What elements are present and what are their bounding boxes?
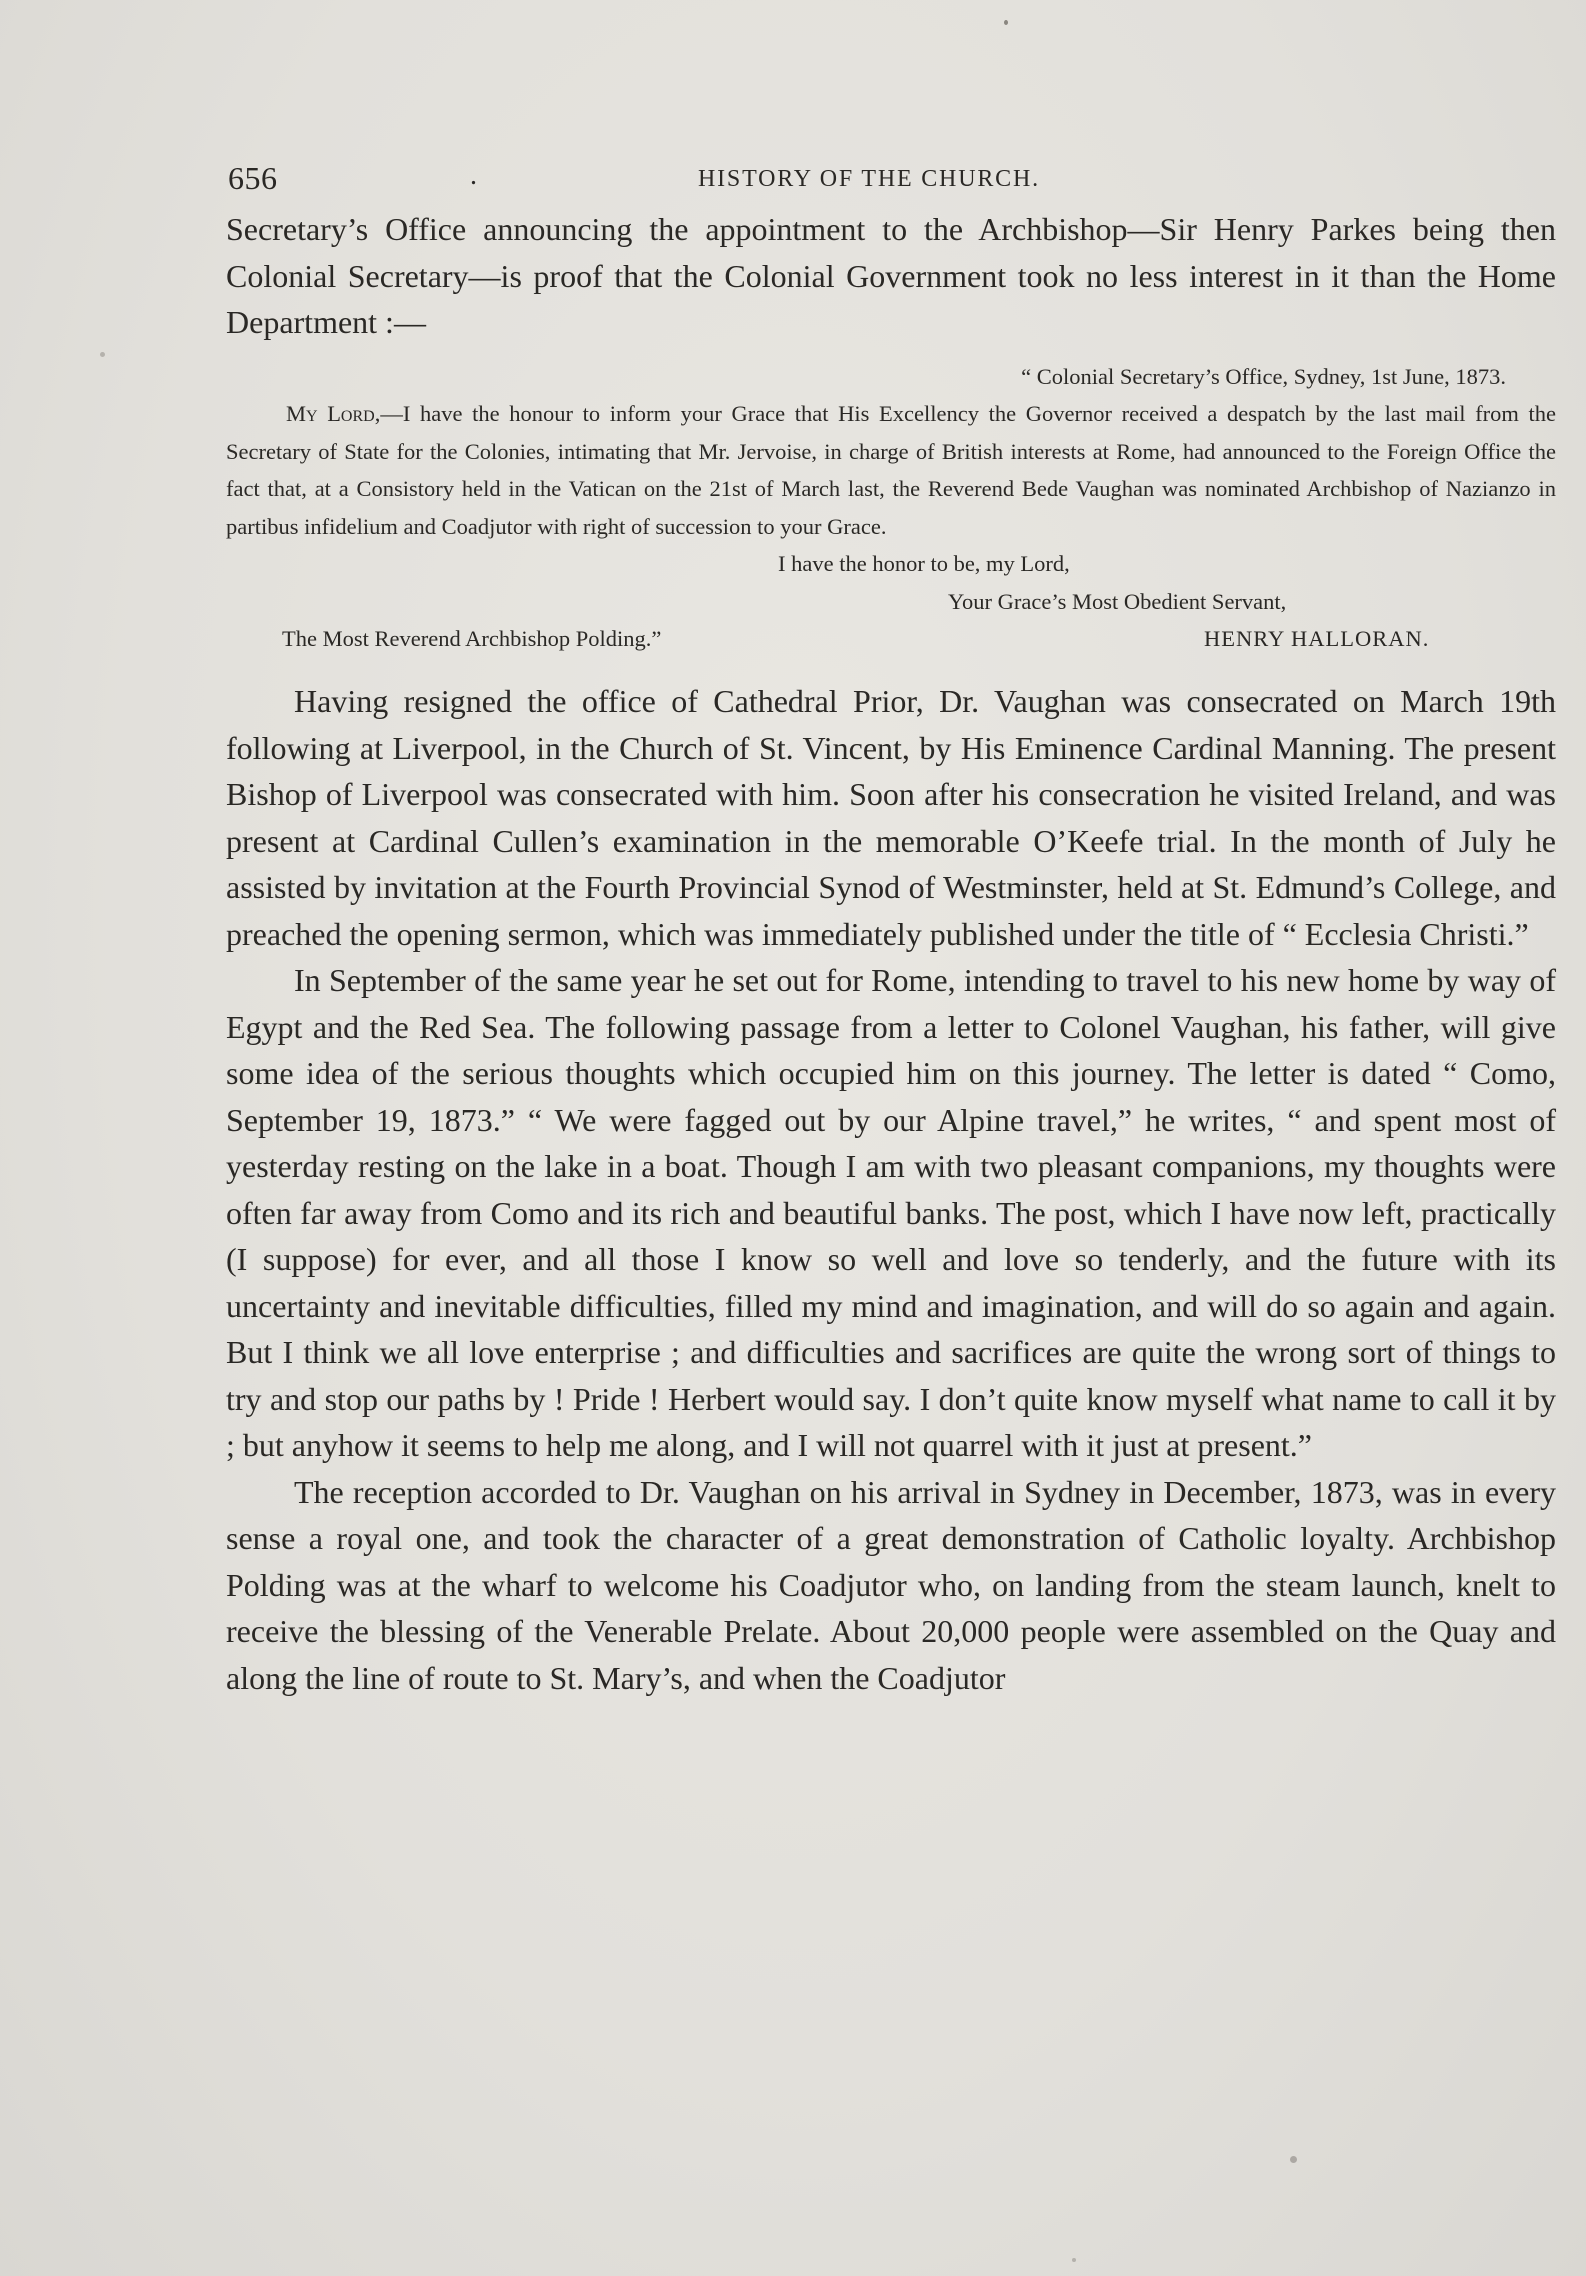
letter-dateline: “ Colonial Secretary’s Office, Sydney, 1st June, 1873. — [1021, 363, 1506, 389]
narrative-text — [226, 678, 1556, 1701]
letter-signature: HENRY HALLORAN. — [1204, 626, 1430, 651]
quoted-letter — [226, 358, 1556, 661]
paper-speck — [1004, 20, 1008, 25]
letter-body — [226, 395, 1556, 545]
paper-speck — [1290, 2156, 1297, 2163]
book-page — [226, 160, 1556, 1701]
running-head — [226, 160, 1556, 206]
running-title: HISTORY OF THE CHURCH. — [698, 166, 1040, 192]
header-separator: . — [470, 160, 478, 191]
letter-closing-line-2: Your Grace’s Most Obedient Servant, — [948, 588, 1287, 614]
intro-paragraph: Secretary’s Office announcing the appointment to the Archbishop—Sir Henry Parkes being then Colonial Secretary—is proof that the Colonial Government took no less interest in it than the Home Department :— — [226, 211, 1556, 340]
page-number: 656 — [228, 160, 278, 196]
main-text — [226, 206, 1556, 346]
paper-speck — [1072, 2258, 1076, 2262]
letter-closing-line-1: I have the honor to be, my Lord, — [778, 551, 1070, 576]
letter-body-text: —I have the honour to inform your Grace that His Excellency the Governor received a despatch by the last mail from the Secretary of State for the Colonies, intimating that Mr. Jervoise, in charge of British interests at Rome, had announced to the Foreign Office the fact that, at a Consistory held in the Vatican on the 21st of March last, the Reverend Bede Vaughan was nominated Archbishop of Nazianzo in partibus infidelium and Coadjutor with right of succession to your Grace. — [226, 401, 1556, 539]
paper-speck — [100, 352, 105, 357]
paragraph-reception: The reception accorded to Dr. Vaughan on his arrival in Sydney in December, 1873, was in every sense a royal one, and took the character of a great demonstration of Catholic loyalty. Archbishop Polding was at the wharf to welcome his Coadjutor who, on landing from the steam launch, knelt to receive the blessing of the Venerable Prelate. About 20,000 people were assembled on the Quay and along the line of route to St. Mary’s, and when the Coadjutor — [226, 1473, 1556, 1696]
letter-addressee: The Most Reverend Archbishop Polding.” — [282, 626, 662, 651]
paragraph-consecration: Having resigned the office of Cathedral Prior, Dr. Vaughan was consecrated on March 19th following at Liverpool, in the Church of St. Vincent, by His Eminence Cardinal Manning. The present Bishop of Liverpool was consecrated with him. Soon after his consecration he visited Ireland, and was present at Cardinal Cullen’s examination in the memorable O’Keefe trial. In the month of July he assisted by invitation at the Fourth Provincial Synod of Westminster, held at St. Edmund’s College, and preached the opening sermon, which was immediately published under the title of “ Ecclesia Christi.” — [226, 683, 1556, 952]
paragraph-journey: In September of the same year he set out for Rome, intending to travel to his new home by way of Egypt and the Red Sea. The following passage from a letter to Colonel Vaughan, his father, will give some idea of the serious thoughts which occupied him on this journey. The letter is dated “ Como, September 19, 1873.” “ We were fagged out by our Alpine travel,” he writes, “ and spent most of yesterday resting on the lake in a boat. Though I am with two pleasant companions, my thoughts were often far away from Como and its rich and beautiful banks. The post, which I have now left, practically (I suppose) for ever, and all those I know so well and love so tenderly, and the future with its uncertainty and inevitable difficulties, filled my mind and imagination, and will do so again and again. But I think we all love enterprise ; and difficulties and sacrifices are quite the wrong sort of things to try and stop our paths by ! Pride ! Herbert would say. I don’t quite know myself what name to call it by ; but anyhow it seems to help me along, and I will not quarrel with it just at present.” — [226, 962, 1556, 1463]
letter-salutation: My Lord, — [286, 401, 381, 426]
letter-sign-row — [226, 620, 1556, 660]
